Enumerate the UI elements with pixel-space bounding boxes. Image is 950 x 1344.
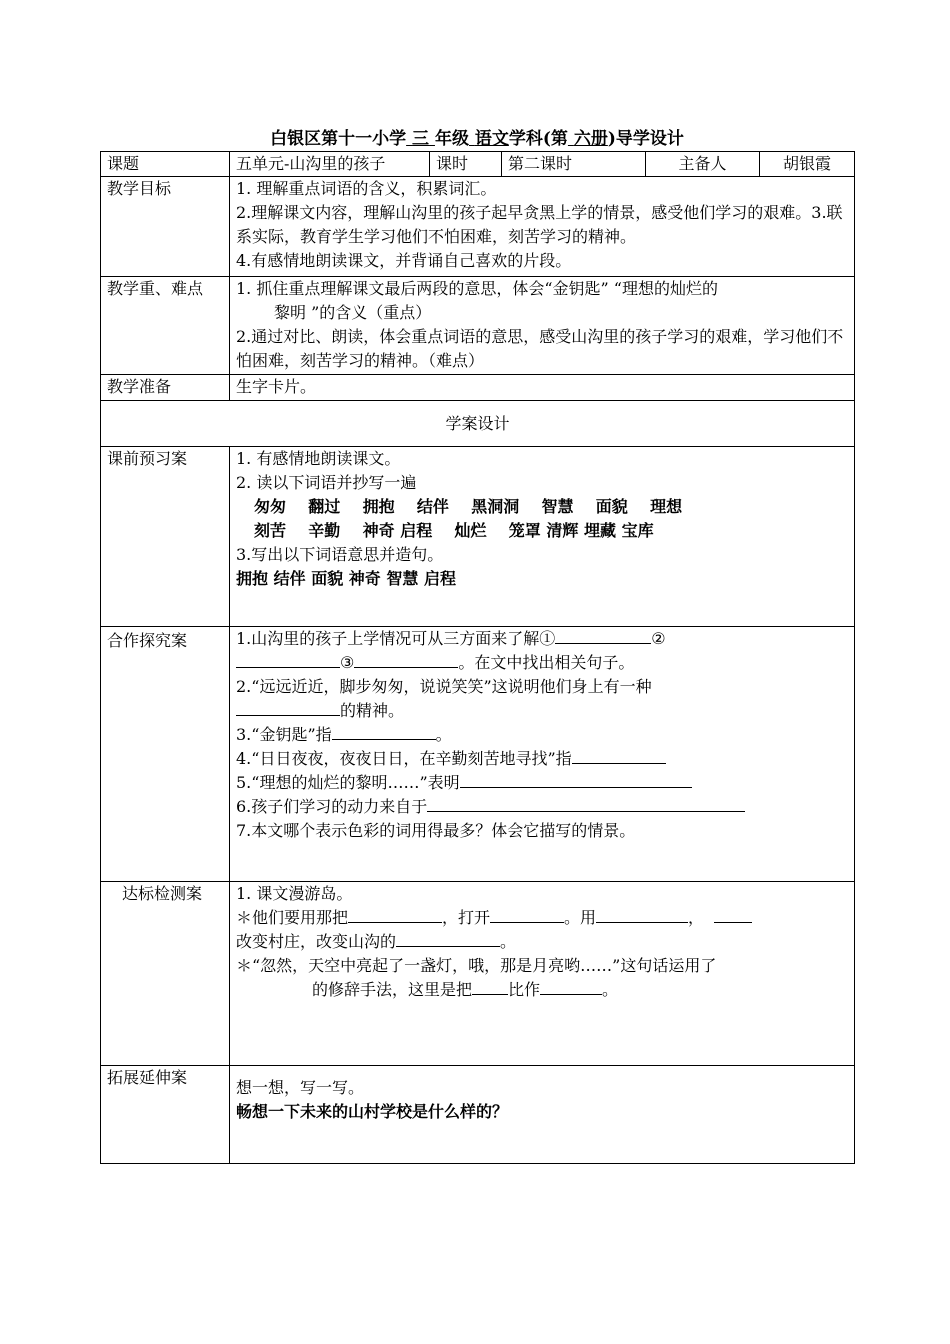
word-list xyxy=(236,495,848,519)
check-line: 1. 课文漫游岛。 xyxy=(236,884,353,903)
answer-blank[interactable] xyxy=(490,906,564,923)
word: 埋藏 xyxy=(583,521,616,540)
question: 的精神。 xyxy=(236,699,848,723)
preview-label: 课前预习案 xyxy=(101,447,230,627)
preview-content xyxy=(230,447,855,627)
word: 翻过 xyxy=(308,497,341,516)
question: 1.山沟里的孩子上学情况可从三方面来了解① ② xyxy=(236,629,666,648)
header-row xyxy=(101,152,855,177)
key-point-item: 1. 抓住重点理解课文最后两段的意思，体会“金钥匙” “理想的灿烂的 xyxy=(236,279,718,298)
volume-value: 六册 xyxy=(573,129,608,149)
word: 理想 xyxy=(650,497,683,516)
key-points-label: 教学重、难点 xyxy=(101,277,230,375)
check-label: 达标检测案 xyxy=(101,882,230,1066)
question: 3.“金钥匙”指 。 xyxy=(236,725,452,744)
section-header: 学案设计 xyxy=(101,401,855,447)
word: 面貌 xyxy=(595,497,628,516)
check-line: 改变村庄，改变山沟的 。 xyxy=(236,932,517,951)
lesson-plan-table xyxy=(100,151,855,1164)
word: 神奇 xyxy=(362,521,395,540)
question: 7.本文哪个表示色彩的词用得最多？体会它描写的情景。 xyxy=(236,821,636,840)
word: 智慧 xyxy=(386,569,419,588)
goal-item: 4.有感情地朗读课文，并背诵自己喜欢的片段。 xyxy=(236,251,572,270)
key-points-row xyxy=(101,277,855,375)
word: 灿烂 xyxy=(454,521,487,540)
prep-value: 生字卡片。 xyxy=(230,375,855,401)
word-list xyxy=(236,567,848,591)
answer-blank[interactable] xyxy=(348,906,442,923)
extend-line: 畅想一下未来的山村学校是什么样的？ xyxy=(236,1102,509,1121)
word: 辛勤 xyxy=(308,521,341,540)
answer-blank[interactable] xyxy=(572,747,666,764)
word: 刻苦 xyxy=(254,521,287,540)
answer-blank[interactable] xyxy=(396,930,500,947)
section-header-row xyxy=(101,401,855,447)
topic-value: 五单元-山沟里的孩子 xyxy=(230,152,430,177)
word: 面貌 xyxy=(311,569,344,588)
key-point-item: 2.通过对比、朗读，体会重点词语的意思，感受山沟里的孩子学习的艰难，学习他们不怕困难，刻苦学习的精神。（难点） xyxy=(236,327,844,370)
word: 宝库 xyxy=(621,521,654,540)
answer-blank[interactable] xyxy=(555,627,651,644)
prep-label: 教学准备 xyxy=(101,375,230,401)
question: 6.孩子们学习的动力来自于 xyxy=(236,795,848,819)
preview-line: 2. 读以下词语并抄写一遍 xyxy=(236,473,417,492)
preparer-label: 主备人 xyxy=(646,152,760,177)
answer-blank[interactable] xyxy=(354,651,458,668)
word: 神奇 xyxy=(348,569,381,588)
period-value: 第二课时 xyxy=(502,152,646,177)
goals-label: 教学目标 xyxy=(101,177,230,277)
word: 拥抱 xyxy=(236,569,269,588)
answer-blank[interactable] xyxy=(332,723,436,740)
preview-line: 3.写出以下词语意思并造句。 xyxy=(236,545,444,564)
preparer-value: 胡银霞 xyxy=(760,152,855,177)
goal-item: 2.理解课文内容，理解山沟里的孩子起早贪黑上学的情景，感受他们学习的艰难。3.联系实际，教育学生学习他们不怕困难，刻苦学习的精神。 xyxy=(236,203,843,246)
topic-label: 课题 xyxy=(101,152,230,177)
explore-content xyxy=(230,627,855,882)
extend-line: 想一想，写一写。 xyxy=(236,1078,365,1097)
extend-label: 拓展延伸案 xyxy=(101,1066,230,1164)
check-line: ＊他们要用那把 ，打开 。用 ， xyxy=(236,906,848,930)
grade-value: 三 xyxy=(412,129,430,149)
goals-row xyxy=(101,177,855,277)
check-content xyxy=(230,882,855,1066)
answer-blank[interactable] xyxy=(236,651,340,668)
word: 结伴 xyxy=(273,569,306,588)
question: ③ 。在文中找出相关句子。 xyxy=(236,651,848,675)
check-line: 的修辞手法，这里是把 比作 。 xyxy=(312,980,619,999)
grade-suffix: 年级 xyxy=(434,129,469,149)
word: 启程 xyxy=(400,521,433,540)
question: 4.“日日夜夜，夜夜日日，在辛勤刻苦地寻找”指 xyxy=(236,747,848,771)
goals-content xyxy=(230,177,855,277)
key-points-content xyxy=(230,277,855,375)
check-line: ＊“忽然，天空中亮起了一盏灯，哦，那是月亮哟……”这句话运用了 xyxy=(236,956,717,975)
key-point-item-cont: 黎明 ”的含义（重点） xyxy=(274,303,432,322)
explore-label: 合作探究案 xyxy=(101,627,230,882)
word: 匆匆 xyxy=(254,497,287,516)
document-title xyxy=(100,124,854,149)
school-name: 白银区第十一小学 xyxy=(270,129,407,149)
word: 黑洞洞 xyxy=(471,497,520,516)
answer-blank[interactable] xyxy=(714,906,752,923)
answer-blank[interactable] xyxy=(236,699,340,716)
answer-blank[interactable] xyxy=(596,906,688,923)
explore-row xyxy=(101,627,855,882)
word: 结伴 xyxy=(416,497,449,516)
question: 5.“理想的灿烂的黎明……”表明 xyxy=(236,771,848,795)
answer-blank[interactable] xyxy=(472,978,508,995)
preview-row xyxy=(101,447,855,627)
answer-blank[interactable] xyxy=(427,795,745,812)
subject-value: 语文 xyxy=(474,129,509,149)
word: 启程 xyxy=(423,569,456,588)
title-suffix: )导学设计 xyxy=(607,129,684,149)
goal-item: 1. 理解重点词语的含义，积累词汇。 xyxy=(236,179,497,198)
period-label: 课时 xyxy=(430,152,502,177)
word: 智慧 xyxy=(541,497,574,516)
answer-blank[interactable] xyxy=(460,771,692,788)
word-list xyxy=(236,519,848,543)
subject-suffix: 学科(第 xyxy=(508,129,568,149)
check-row xyxy=(101,882,855,1066)
extend-row xyxy=(101,1066,855,1164)
preview-line: 1. 有感情地朗读课文。 xyxy=(236,449,401,468)
question: 2.“远远近近，脚步匆匆，说说笑笑”这说明他们身上有一种 xyxy=(236,677,652,696)
word: 拥抱 xyxy=(362,497,395,516)
word: 笼罩 xyxy=(508,521,541,540)
answer-blank[interactable] xyxy=(540,978,602,995)
prep-row xyxy=(101,375,855,401)
word: 清辉 xyxy=(546,521,579,540)
extend-content xyxy=(230,1066,855,1164)
